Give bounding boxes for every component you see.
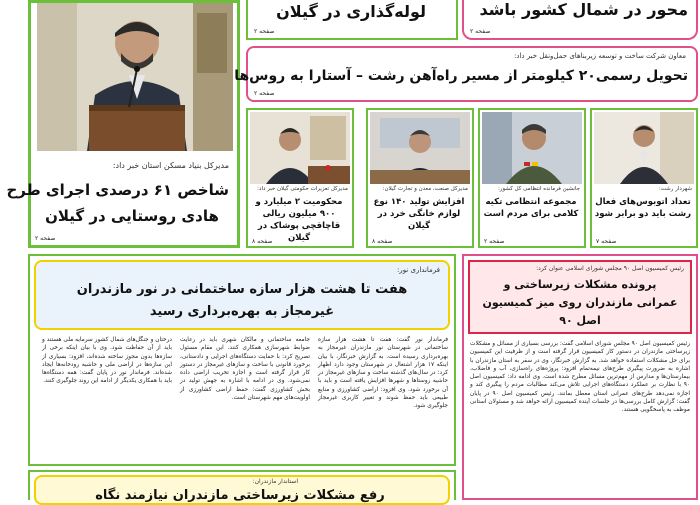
thumb-kicker: مدیرکل تعزیرات حکومتی گیلان خبر داد: xyxy=(257,186,348,192)
lead-photo xyxy=(37,3,233,151)
page-ref: صفحه ۲ xyxy=(254,90,275,97)
page-ref: صفحه ۷ xyxy=(596,238,617,245)
top-left-teaser[interactable] xyxy=(246,0,458,40)
page-ref: صفحه ۲ xyxy=(35,235,56,242)
construction-headline-line1: هفت تا هشت هزار سازه ساختمانی در نور مازندران xyxy=(76,282,408,297)
construction-kicker: فرمانداری نور: xyxy=(396,266,440,274)
page-ref: صفحه ۲ xyxy=(484,238,505,245)
mazandaran-headline: رفع مشکلات زیرساختی مازندران نیازمند نگاه xyxy=(95,488,385,503)
rail-story[interactable] xyxy=(234,46,698,102)
construction-body-col-left: درختان و جنگل‌های شمال کشور سرمایه ملی هستند و باید از آن حفاظت شود. وی با بیان اینکه برخی از سازه‌ها بدون مجوز ساخته شده‌اند، افزود: بسیاری از این سازه‌ها در اراضی ملی و حاشیه رودخانه‌ها ایجاد شده‌اند. فرماندار نور در پایان گفت: همه دستگاه‌ها باید با همکاری یکدیگر از ادامه این روند جلوگیری کنند. xyxy=(42,337,172,385)
commission-headline-box xyxy=(468,260,692,334)
thumb-headline: افزایش تولید ۱۴۰ نوع لوازم خانگی خرد در گیلان xyxy=(373,197,465,231)
thumb-headline: تعداد اتوبوس‌های فعال رشت باید دو برابر شود xyxy=(594,197,692,219)
rail-headline: تحویل رسمی۲۰ کیلومتر از مسیر راه‌آهن رشت – آستارا به روس‌ها xyxy=(234,68,688,84)
construction-body-col-right: فرماندار نور گفت: هفت تا هشت هزار سازه ساختمانی در شهرستان نور مازندران غیرمجاز به بهره‌برداری رسیده است. به گزارش خبرنگار، با بیان اینکه ۱۷ هزار اشتغال در شهرستان وجود دارد اظهار کرد: در سال‌های گذشته ساخت و سازهای غیرمجاز در حاشیه روستاها و شهرها افزایش یافته است و باید با آن برخورد شود. وی افزود: اراضی کشاورزی و منابع طبیعی باید حفظ شوند و تغییر کاربری غیرمجاز جلوگیری شود. xyxy=(318,337,448,410)
lead-story[interactable] xyxy=(6,0,240,248)
thumb-photo-police-commander xyxy=(482,112,582,184)
commission-story[interactable] xyxy=(462,254,698,500)
thumb-kicker: مدیرکل صنعت، معدن و تجارت گیلان: xyxy=(382,186,468,192)
thumb-story-2[interactable] xyxy=(478,108,586,248)
top-right-teaser[interactable] xyxy=(462,0,698,40)
speaker-photo-illustration xyxy=(37,3,233,151)
page-ref: صفحه ۸ xyxy=(372,238,393,245)
construction-headline-box xyxy=(34,260,450,330)
mazandaran-headline-box xyxy=(34,475,450,505)
thumb-headline: محکومیت ۲ میلیارد و ۹۰۰ میلیون ریالی قاچاقچی پوشاک در گیلان xyxy=(255,197,343,243)
commission-kicker: رئیس کمیسیون اصل ۹۰ مجلس شورای اسلامی عنوان کرد: xyxy=(536,265,684,272)
mazandaran-kicker: استاندار مازندران: xyxy=(252,478,298,485)
thumb-photo-industry-director xyxy=(370,112,470,184)
lead-kicker: مدیرکل بنیاد مسکن استان خبر داد: xyxy=(112,161,229,170)
thumb-story-1[interactable] xyxy=(590,108,698,248)
top-right-headline: محور در شمال کشور باشد xyxy=(479,0,688,19)
page-ref: صفحه ۲ xyxy=(470,28,491,35)
construction-body-col-middle: جامعه ساختمانی و مالکان شهری باید در رعایت ضوابط شهرسازی همکاری کنند. این مقام مسئول تصریح کرد: با حمایت دستگاه‌های اجرایی و دادستانی، برخورد قانونی با ساخت و سازهای غیرمجاز در دستور کار قرار گرفته است و اجازه تخریب اراضی داده نمی‌شود. وی در ادامه با اشاره به جهش تولید در بخش کشاورزی گفت: حفظ اراضی کشاورزی از اولویت‌های مهم شهرستان است. xyxy=(180,337,310,402)
page-ref: صفحه ۲ xyxy=(254,28,275,35)
thumb-headline: مجموعه انتظامی تکیه کلامی برای مردم است xyxy=(483,197,579,219)
commission-headline-line1: پرونده مشکلات زیرساختی و xyxy=(503,278,657,291)
commission-body: رئیس کمیسیون اصل ۹۰ مجلس شورای اسلامی گفت: بررسی بسیاری از مسائل و مشکلات زیرساختی مازندران در دستور کار کمیسیون قرار گرفته است و از ظرفیت این کمیسیون برای حل مشکلات استفاده خواهد شد. به گزارش خبرنگار، وی در سفر به استان مازندران با اشاره به ضرورت پیگیری طرح‌های نیمه‌تمام افزود: پروژه‌های راه‌سازی، آب و فاضلاب، بیمارستان‌ها و مدارس از مهم‌ترین مسائل مطرح شده است. وی ادامه داد: کمیسیون اصل ۹۰ با نظارت بر عملکرد دستگاه‌های اجرایی تلاش می‌کند مطالبات مردم را پیگیری کند و اجازه نمی‌دهد طرح‌های عمرانی استان معطل بمانند. رئیس کمیسیون اصل ۹۰ در پایان گفت: گزارش کامل بررسی‌ها در جلسات آینده کمیسیون ارائه خواهد شد و مسئولان استانی موظف به پاسخگویی هستند. xyxy=(470,341,690,414)
lead-headline-line1: شاخص ۶۱ درصدی اجرای طرح xyxy=(6,181,229,199)
commission-headline-line3: اصل ۹۰ xyxy=(559,314,601,327)
construction-story[interactable] xyxy=(28,254,456,466)
thumb-kicker: جانشین فرمانده انتظامی کل کشور: xyxy=(497,186,580,192)
mazandaran-story[interactable] xyxy=(28,470,456,503)
thumb-story-4[interactable] xyxy=(246,108,354,248)
lead-headline-line2: هادی روستایی در گیلان xyxy=(45,207,219,225)
top-left-headline: لوله‌گذاری در گیلان xyxy=(276,2,426,21)
commission-headline-line2: عمرانی مازندران روی میز کمیسیون xyxy=(482,296,678,309)
thumb-kicker: شهردار رشت: xyxy=(658,186,692,192)
thumb-photo-penalty-director xyxy=(250,112,350,184)
construction-headline-line2: غیرمجاز به بهره‌برداری رسید xyxy=(149,304,335,319)
page-ref: صفحه ۸ xyxy=(252,238,273,245)
thumb-story-3[interactable] xyxy=(366,108,474,248)
thumb-photo-mayor xyxy=(594,112,694,184)
rail-kicker: معاون شرکت ساخت و توسعه زیربناهای حمل‌ونقل خبر داد: xyxy=(513,52,686,60)
